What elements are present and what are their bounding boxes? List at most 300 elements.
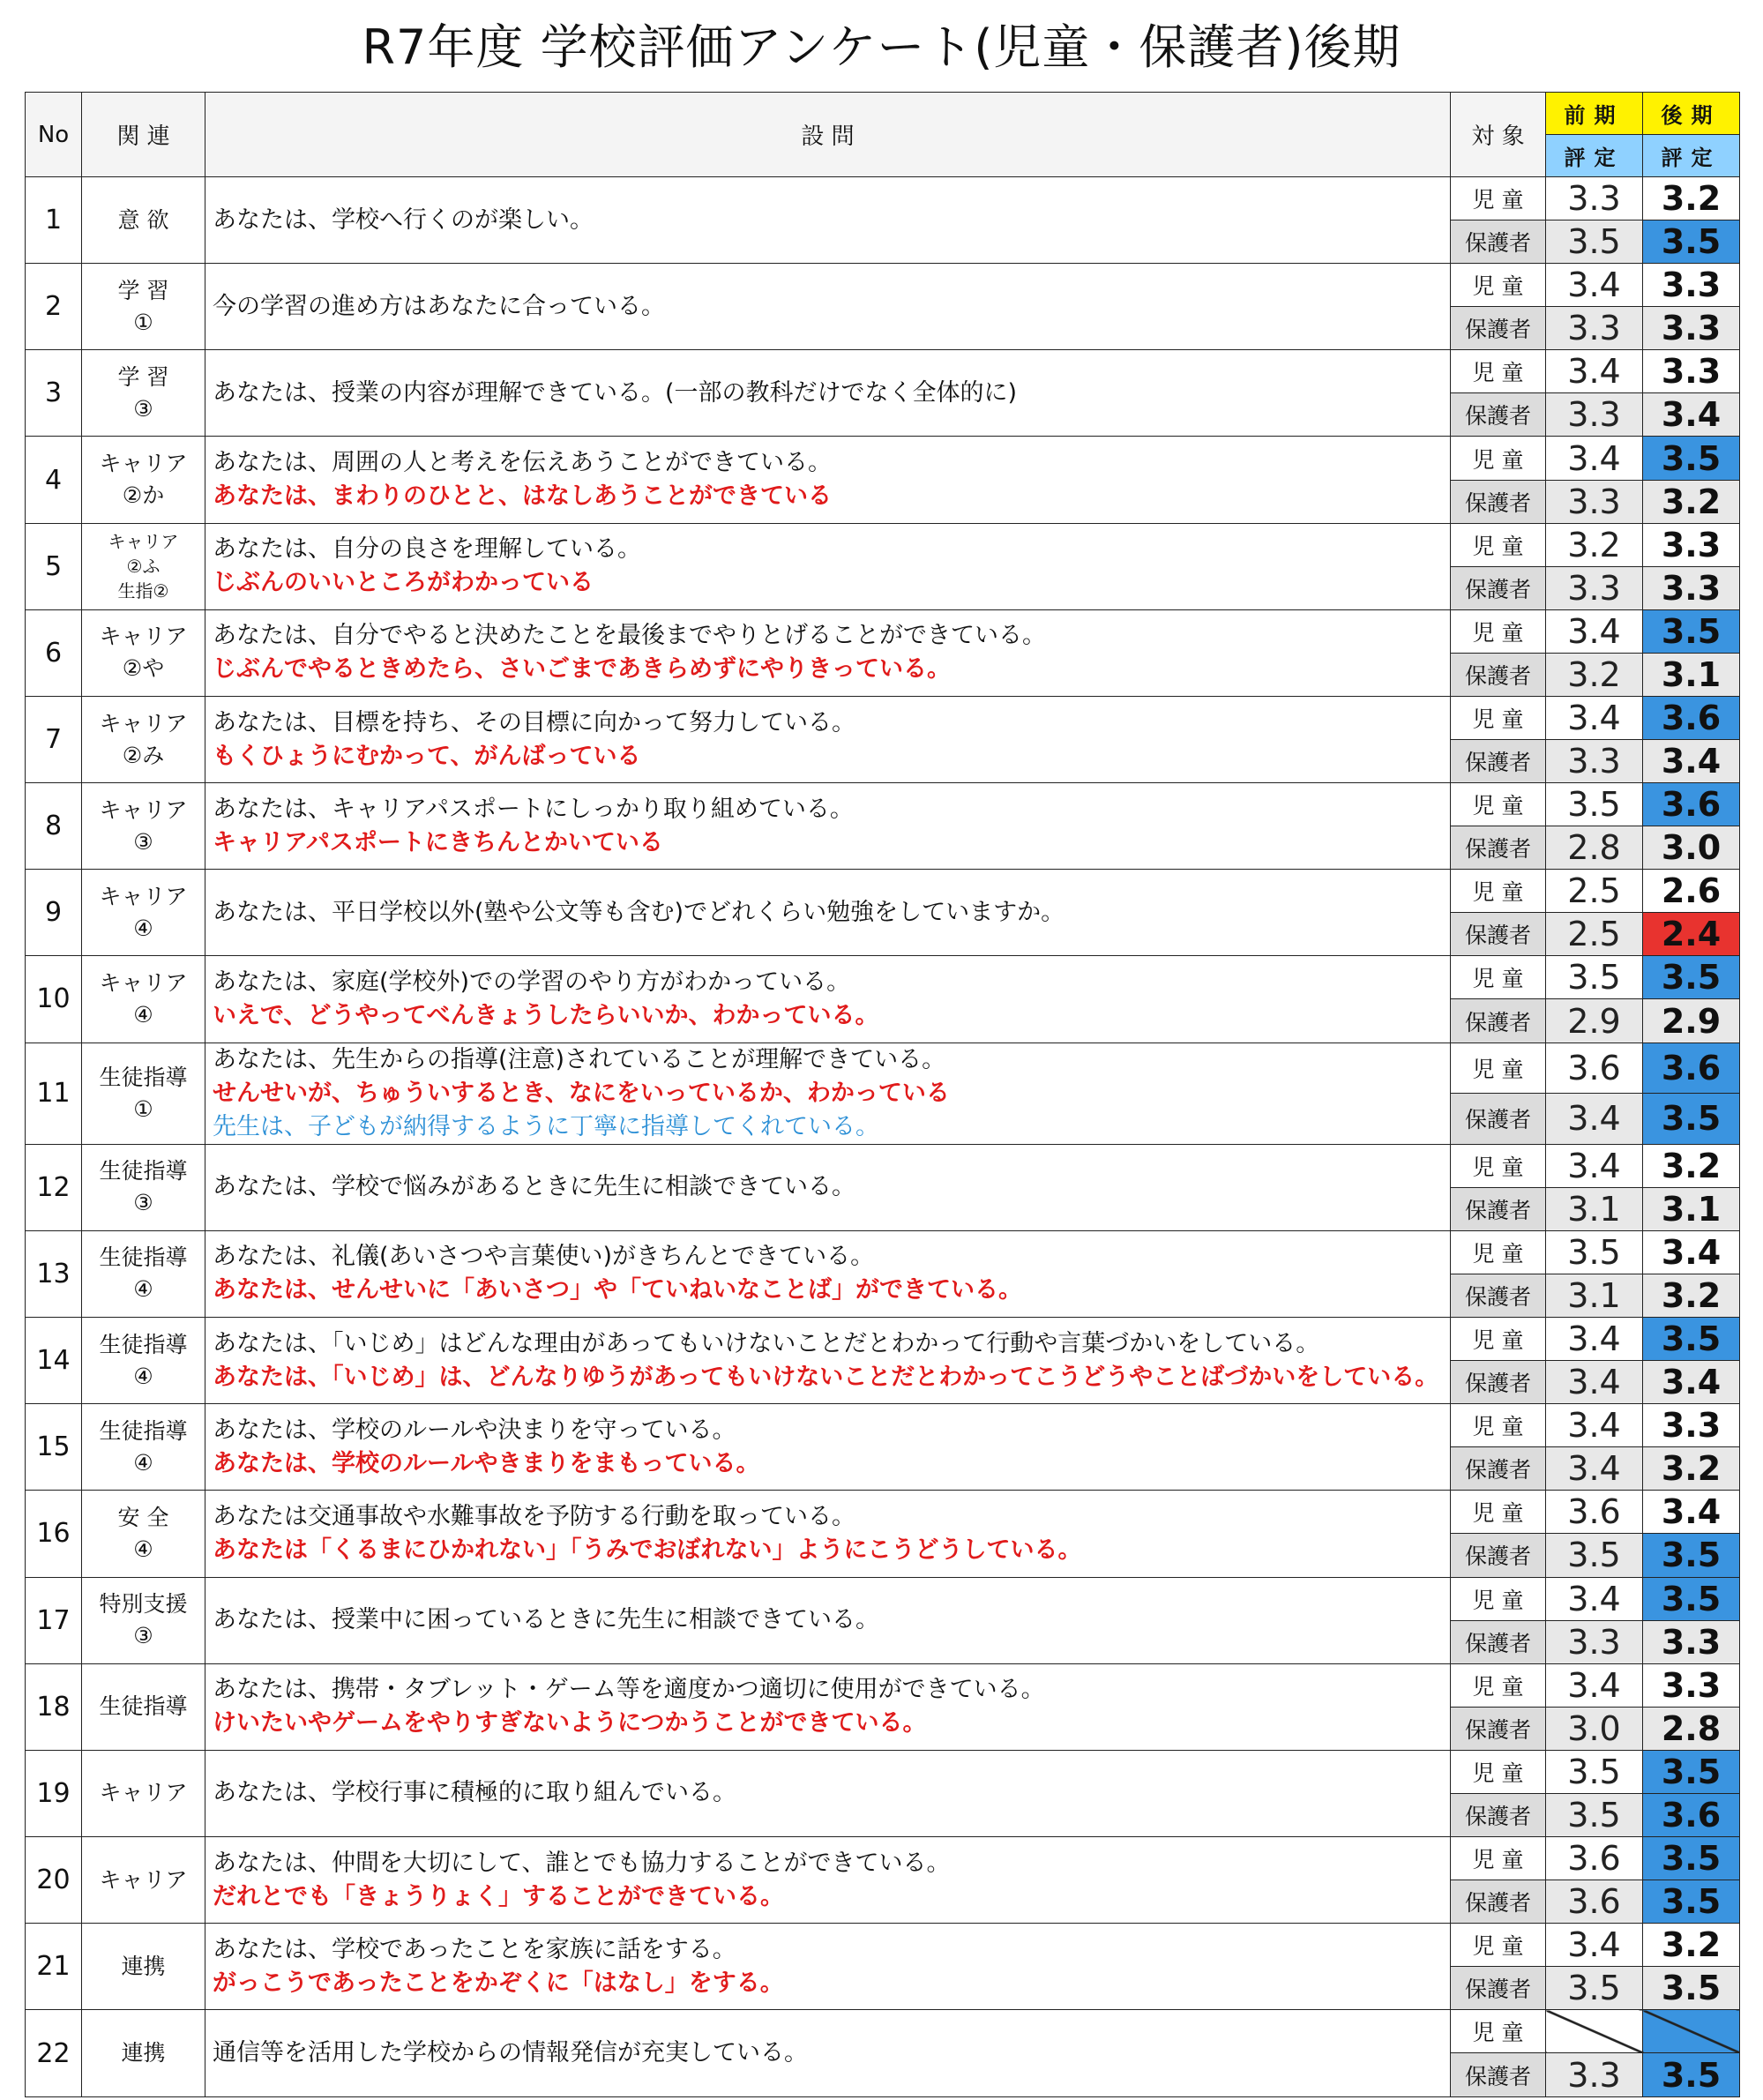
related-line: ④ bbox=[133, 1276, 153, 1303]
target-parent: 保護者 bbox=[1451, 1967, 1546, 2010]
first-half-rating: 3.4 bbox=[1546, 1577, 1643, 1620]
first-half-rating: 3.4 bbox=[1546, 1663, 1643, 1707]
related-line: ③ bbox=[133, 395, 153, 422]
target-parent: 保護者 bbox=[1451, 307, 1546, 350]
row-number: 9 bbox=[26, 870, 82, 956]
target-child: 児 童 bbox=[1451, 177, 1546, 220]
second-half-rating: 3.5 bbox=[1643, 1318, 1740, 1361]
target-parent: 保護者 bbox=[1451, 220, 1546, 264]
related-line: 特別支援 bbox=[99, 1591, 188, 1618]
second-half-rating: 3.3 bbox=[1643, 350, 1740, 393]
header-second-half: 後期 bbox=[1643, 93, 1740, 135]
header-question: 設 問 bbox=[205, 93, 1451, 177]
target-child: 児 童 bbox=[1451, 1491, 1546, 1534]
question-line: あなたは、平日学校以外(塾や公文等も含む)でどれくらい勉強をしていますか。 bbox=[213, 898, 1065, 926]
second-half-rating: 3.3 bbox=[1643, 1404, 1740, 1447]
first-half-rating: 3.1 bbox=[1546, 1187, 1643, 1230]
target-child: 児 童 bbox=[1451, 1144, 1546, 1187]
table-row bbox=[26, 1837, 1740, 1880]
second-half-rating: 3.4 bbox=[1643, 1491, 1740, 1534]
second-half-rating: 3.2 bbox=[1643, 1924, 1740, 1967]
target-child: 児 童 bbox=[1451, 1924, 1546, 1967]
target-parent: 保護者 bbox=[1451, 1707, 1546, 1750]
target-child: 児 童 bbox=[1451, 696, 1546, 739]
question-line: あなたは、授業中に困っているときに先生に相談できている。 bbox=[213, 1606, 879, 1634]
second-half-rating: 3.5 bbox=[1643, 1880, 1740, 1924]
question-text bbox=[205, 1663, 1451, 1750]
table-row bbox=[26, 1230, 1740, 1274]
second-half-rating: 2.6 bbox=[1643, 870, 1740, 913]
related-line: ③ bbox=[133, 1623, 153, 1649]
table-row bbox=[26, 783, 1740, 826]
table-row bbox=[26, 1663, 1740, 1707]
first-half-rating: 3.6 bbox=[1546, 1043, 1643, 1094]
related-category bbox=[82, 1043, 205, 1144]
first-half-rating: 3.3 bbox=[1546, 1620, 1643, 1663]
related-category bbox=[82, 264, 205, 350]
second-half-rating: 3.5 bbox=[1643, 220, 1740, 264]
related-line: 意 欲 bbox=[117, 206, 169, 233]
second-half-rating: 3.3 bbox=[1643, 1620, 1740, 1663]
related-line: 学 習 bbox=[117, 277, 169, 303]
table-row bbox=[26, 1491, 1740, 1534]
table-row bbox=[26, 437, 1740, 480]
target-child: 児 童 bbox=[1451, 1837, 1546, 1880]
related-line: キャリア bbox=[99, 624, 188, 650]
first-half-rating: 3.3 bbox=[1546, 393, 1643, 437]
second-half-rating: 3.5 bbox=[1643, 956, 1740, 999]
related-line: キャリア bbox=[99, 1866, 188, 1893]
question-line-kids: けいたいやゲームをやりすぎないようにつかうことができている。 bbox=[213, 1709, 927, 1738]
second-half-rating: 3.3 bbox=[1643, 307, 1740, 350]
header-related: 関 連 bbox=[82, 93, 205, 177]
question-text bbox=[205, 1043, 1451, 1144]
target-parent: 保護者 bbox=[1451, 1187, 1546, 1230]
first-half-rating: 3.1 bbox=[1546, 1274, 1643, 1317]
question-line-kids: せんせいが、ちゅういするとき、なにをいっているか、わかっている bbox=[213, 1079, 950, 1107]
related-line: キャリア bbox=[99, 796, 188, 823]
question-line: あなたは、仲間を大切にして、誰とでも協力することができている。 bbox=[213, 1849, 951, 1877]
question-line-kids: がっこうであったことをかぞくに「はなし」をする。 bbox=[213, 1969, 784, 1997]
row-number: 8 bbox=[26, 783, 82, 870]
header-target: 対 象 bbox=[1451, 93, 1546, 177]
question-text bbox=[205, 1318, 1451, 1404]
related-line: 連携 bbox=[121, 1953, 166, 1979]
first-half-rating: 3.4 bbox=[1546, 264, 1643, 307]
target-parent: 保護者 bbox=[1451, 1620, 1546, 1663]
question-text bbox=[205, 1750, 1451, 1836]
question-text bbox=[205, 1404, 1451, 1491]
second-half-rating: 3.5 bbox=[1643, 437, 1740, 480]
target-parent: 保護者 bbox=[1451, 566, 1546, 609]
related-line: 生徒指導 bbox=[99, 1244, 188, 1271]
related-line: ① bbox=[133, 309, 153, 335]
related-line: 生指② bbox=[117, 580, 169, 602]
row-number: 21 bbox=[26, 1924, 82, 2010]
question-line: あなたは、目標を持ち、その目標に向かって努力している。 bbox=[213, 708, 855, 736]
table-row bbox=[26, 1043, 1740, 1094]
first-half-rating bbox=[1546, 2010, 1643, 2053]
row-number: 7 bbox=[26, 696, 82, 782]
first-half-rating: 3.4 bbox=[1546, 1404, 1643, 1447]
related-line: ④ bbox=[133, 1001, 153, 1028]
table-row bbox=[26, 609, 1740, 653]
related-line: キャリア bbox=[99, 451, 188, 477]
row-number: 2 bbox=[26, 264, 82, 350]
second-half-rating: 3.6 bbox=[1643, 783, 1740, 826]
target-child: 児 童 bbox=[1451, 1230, 1546, 1274]
related-line: キャリア bbox=[99, 969, 188, 996]
target-child: 児 童 bbox=[1451, 2010, 1546, 2053]
table-row bbox=[26, 350, 1740, 393]
first-half-rating: 3.5 bbox=[1546, 1967, 1643, 2010]
row-number: 11 bbox=[26, 1043, 82, 1144]
second-half-rating: 3.6 bbox=[1643, 1043, 1740, 1094]
first-half-rating: 3.4 bbox=[1546, 1361, 1643, 1404]
question-line: 今の学習の進め方はあなたに合っている。 bbox=[213, 292, 665, 320]
related-category bbox=[82, 609, 205, 696]
related-category bbox=[82, 1837, 205, 1924]
table-row bbox=[26, 1577, 1740, 1620]
related-category bbox=[82, 350, 205, 437]
table-row bbox=[26, 1750, 1740, 1793]
question-line: あなたは、学校であったことを家族に話をする。 bbox=[213, 1935, 736, 1963]
row-number: 1 bbox=[26, 177, 82, 264]
target-child: 児 童 bbox=[1451, 870, 1546, 913]
target-child: 児 童 bbox=[1451, 350, 1546, 393]
related-line: ④ bbox=[133, 1363, 153, 1389]
second-half-rating: 3.2 bbox=[1643, 480, 1740, 523]
related-line: 連携 bbox=[121, 2040, 166, 2066]
target-child: 児 童 bbox=[1451, 1577, 1546, 1620]
related-line: ②や bbox=[122, 655, 165, 682]
question-line: あなたは、携帯・タブレット・ゲーム等を適度かつ適切に使用ができている。 bbox=[213, 1676, 1045, 1704]
question-line-kids: あなたは、学校のルールやきまりをまもっている。 bbox=[213, 1449, 760, 1477]
first-half-rating: 3.4 bbox=[1546, 1924, 1643, 1967]
first-half-rating: 3.5 bbox=[1546, 1750, 1643, 1793]
question-text bbox=[205, 350, 1451, 437]
related-line: 学 習 bbox=[117, 363, 169, 390]
first-half-rating: 3.3 bbox=[1546, 2053, 1643, 2097]
row-number: 22 bbox=[26, 2010, 82, 2097]
second-half-rating: 3.2 bbox=[1643, 1144, 1740, 1187]
target-child: 児 童 bbox=[1451, 1318, 1546, 1361]
second-half-rating: 3.2 bbox=[1643, 1447, 1740, 1491]
table-row bbox=[26, 177, 1740, 220]
related-category bbox=[82, 696, 205, 782]
header-first-rating: 評定 bbox=[1546, 135, 1643, 177]
first-half-rating: 3.3 bbox=[1546, 740, 1643, 783]
related-category bbox=[82, 1663, 205, 1750]
first-half-rating: 3.6 bbox=[1546, 1491, 1643, 1534]
target-parent: 保護者 bbox=[1451, 1447, 1546, 1491]
second-half-rating: 3.3 bbox=[1643, 1663, 1740, 1707]
question-line: あなたは、キャリアパスポートにしっかり取り組めている。 bbox=[213, 795, 854, 823]
related-line: ②ふ bbox=[126, 556, 161, 578]
second-half-rating: 3.5 bbox=[1643, 1534, 1740, 1577]
row-number: 17 bbox=[26, 1577, 82, 1663]
related-category bbox=[82, 1230, 205, 1317]
second-half-rating: 2.9 bbox=[1643, 999, 1740, 1043]
target-parent: 保護者 bbox=[1451, 740, 1546, 783]
related-category bbox=[82, 1924, 205, 2010]
first-half-rating: 3.3 bbox=[1546, 480, 1643, 523]
related-category bbox=[82, 783, 205, 870]
target-parent: 保護者 bbox=[1451, 826, 1546, 870]
first-half-rating: 3.4 bbox=[1546, 1144, 1643, 1187]
target-child: 児 童 bbox=[1451, 609, 1546, 653]
related-category bbox=[82, 870, 205, 956]
survey-table bbox=[25, 92, 1740, 2097]
related-category bbox=[82, 177, 205, 264]
first-half-rating: 2.8 bbox=[1546, 826, 1643, 870]
related-category bbox=[82, 1577, 205, 1663]
second-half-rating: 3.4 bbox=[1643, 740, 1740, 783]
second-half-rating: 3.1 bbox=[1643, 653, 1740, 696]
question-text bbox=[205, 264, 1451, 350]
question-line-kids: いえで、どうやってべんきょうしたらいいか、わかっている。 bbox=[213, 1001, 879, 1029]
second-half-rating: 3.5 bbox=[1643, 609, 1740, 653]
first-half-rating: 3.4 bbox=[1546, 1447, 1643, 1491]
target-parent: 保護者 bbox=[1451, 1094, 1546, 1145]
related-line: ④ bbox=[133, 1536, 153, 1562]
row-number: 4 bbox=[26, 437, 82, 523]
table-row bbox=[26, 1404, 1740, 1447]
question-line: あなたは、学校行事に積極的に取り組んでいる。 bbox=[213, 1779, 736, 1807]
second-half-rating: 3.5 bbox=[1643, 1750, 1740, 1793]
row-number: 20 bbox=[26, 1837, 82, 1924]
target-child: 児 童 bbox=[1451, 437, 1546, 480]
target-parent: 保護者 bbox=[1451, 1880, 1546, 1924]
related-category bbox=[82, 437, 205, 523]
second-half-rating: 3.1 bbox=[1643, 1187, 1740, 1230]
target-parent: 保護者 bbox=[1451, 393, 1546, 437]
related-line: ②み bbox=[122, 742, 165, 768]
row-number: 3 bbox=[26, 350, 82, 437]
first-half-rating: 3.5 bbox=[1546, 956, 1643, 999]
question-line: あなたは、「いじめ」はどんな理由があってもいけないことだとわかって行動や言葉づかいをしている。 bbox=[213, 1329, 1320, 1357]
related-category bbox=[82, 2010, 205, 2097]
question-text bbox=[205, 870, 1451, 956]
first-half-rating: 3.5 bbox=[1546, 1793, 1643, 1836]
related-line: 安 全 bbox=[117, 1504, 169, 1530]
second-half-rating: 3.5 bbox=[1643, 1577, 1740, 1620]
second-half-rating: 3.4 bbox=[1643, 393, 1740, 437]
related-category bbox=[82, 1318, 205, 1404]
second-half-rating: 3.3 bbox=[1643, 264, 1740, 307]
related-line: ① bbox=[133, 1095, 153, 1122]
row-number: 16 bbox=[26, 1491, 82, 1577]
row-number: 19 bbox=[26, 1750, 82, 1836]
target-parent: 保護者 bbox=[1451, 913, 1546, 956]
table-row bbox=[26, 1144, 1740, 1187]
question-line-kids: あなたは、まわりのひとと、はなしあうことができている bbox=[213, 482, 832, 511]
related-category bbox=[82, 1491, 205, 1577]
first-half-rating: 3.5 bbox=[1546, 220, 1643, 264]
second-half-rating: 3.6 bbox=[1643, 696, 1740, 739]
table-row bbox=[26, 870, 1740, 913]
target-parent: 保護者 bbox=[1451, 1793, 1546, 1836]
related-line: キャリア bbox=[99, 1780, 188, 1806]
target-child: 児 童 bbox=[1451, 783, 1546, 826]
target-child: 児 童 bbox=[1451, 956, 1546, 999]
second-half-rating: 3.6 bbox=[1643, 1793, 1740, 1836]
table-row bbox=[26, 696, 1740, 739]
first-half-rating: 3.5 bbox=[1546, 1534, 1643, 1577]
first-half-rating: 3.4 bbox=[1546, 696, 1643, 739]
question-line-kids: だれとでも「きょうりょく」することができている。 bbox=[213, 1882, 784, 1910]
target-parent: 保護者 bbox=[1451, 653, 1546, 696]
header-first-half: 前期 bbox=[1546, 93, 1643, 135]
first-half-rating: 3.3 bbox=[1546, 177, 1643, 220]
question-line: あなたは、家庭(学校外)での学習のやり方がわかっている。 bbox=[213, 968, 851, 996]
related-category bbox=[82, 1144, 205, 1230]
target-child: 児 童 bbox=[1451, 1663, 1546, 1707]
table-row bbox=[26, 264, 1740, 307]
first-half-rating: 3.4 bbox=[1546, 1094, 1643, 1145]
related-line: ④ bbox=[133, 1449, 153, 1476]
second-half-rating: 3.5 bbox=[1643, 1967, 1740, 2010]
first-half-rating: 2.5 bbox=[1546, 913, 1643, 956]
question-line: あなたは、学校へ行くのが楽しい。 bbox=[213, 206, 594, 234]
question-text bbox=[205, 1924, 1451, 2010]
header-no: No bbox=[26, 93, 82, 177]
target-parent: 保護者 bbox=[1451, 1534, 1546, 1577]
target-parent: 保護者 bbox=[1451, 2053, 1546, 2097]
second-half-rating: 2.4 bbox=[1643, 913, 1740, 956]
table-row bbox=[26, 956, 1740, 999]
question-line: あなたは、周囲の人と考えを伝えあうことができている。 bbox=[213, 449, 832, 477]
first-half-rating: 3.4 bbox=[1546, 350, 1643, 393]
related-line: 生徒指導 bbox=[99, 1158, 188, 1185]
related-category bbox=[82, 523, 205, 609]
question-text bbox=[205, 2010, 1451, 2097]
table-row bbox=[26, 2010, 1740, 2053]
target-parent: 保護者 bbox=[1451, 1361, 1546, 1404]
first-half-rating: 3.2 bbox=[1546, 653, 1643, 696]
first-half-rating: 3.4 bbox=[1546, 1318, 1643, 1361]
question-line-kids: もくひょうにむかって、がんばっている bbox=[213, 742, 641, 770]
second-half-rating: 3.4 bbox=[1643, 1361, 1740, 1404]
second-half-rating bbox=[1643, 2010, 1740, 2053]
question-line: あなたは、学校のルールや決まりを守っている。 bbox=[213, 1416, 736, 1444]
question-text bbox=[205, 1230, 1451, 1317]
question-line-kids: キャリアパスポートにきちんとかいている bbox=[213, 828, 663, 856]
question-line: あなたは交通事故や水難事故を予防する行動を取っている。 bbox=[213, 1502, 855, 1530]
related-line: ③ bbox=[133, 1190, 153, 1216]
question-text bbox=[205, 783, 1451, 870]
row-number: 12 bbox=[26, 1144, 82, 1230]
row-number: 18 bbox=[26, 1663, 82, 1750]
target-child: 児 童 bbox=[1451, 1043, 1546, 1094]
table-row bbox=[26, 1924, 1740, 1967]
row-number: 6 bbox=[26, 609, 82, 696]
second-half-rating: 3.2 bbox=[1643, 1274, 1740, 1317]
second-half-rating: 3.5 bbox=[1643, 2053, 1740, 2097]
second-half-rating: 2.8 bbox=[1643, 1707, 1740, 1750]
question-text bbox=[205, 1837, 1451, 1924]
first-half-rating: 3.5 bbox=[1546, 783, 1643, 826]
related-line: ②か bbox=[122, 482, 165, 509]
second-half-rating: 3.3 bbox=[1643, 566, 1740, 609]
second-half-rating: 3.4 bbox=[1643, 1230, 1740, 1274]
first-half-rating: 2.5 bbox=[1546, 870, 1643, 913]
related-category bbox=[82, 1750, 205, 1836]
target-child: 児 童 bbox=[1451, 1404, 1546, 1447]
question-text bbox=[205, 177, 1451, 264]
target-child: 児 童 bbox=[1451, 1750, 1546, 1793]
question-line: あなたは、先生からの指導(注意)されていることが理解できている。 bbox=[213, 1045, 946, 1073]
target-parent: 保護者 bbox=[1451, 1274, 1546, 1317]
first-half-rating: 3.4 bbox=[1546, 437, 1643, 480]
question-text bbox=[205, 609, 1451, 696]
related-line: キャリア bbox=[99, 883, 188, 909]
table-row bbox=[26, 1318, 1740, 1361]
target-child: 児 童 bbox=[1451, 523, 1546, 566]
first-half-rating: 3.6 bbox=[1546, 1880, 1643, 1924]
related-line: キャリア bbox=[108, 531, 179, 553]
row-number: 5 bbox=[26, 523, 82, 609]
related-line: 生徒指導 bbox=[99, 1693, 188, 1720]
related-category bbox=[82, 1404, 205, 1491]
second-half-rating: 3.3 bbox=[1643, 523, 1740, 566]
row-number: 15 bbox=[26, 1404, 82, 1491]
first-half-rating: 3.3 bbox=[1546, 307, 1643, 350]
row-number: 10 bbox=[26, 956, 82, 1043]
first-half-rating: 3.5 bbox=[1546, 1230, 1643, 1274]
second-half-rating: 3.2 bbox=[1643, 177, 1740, 220]
question-line: あなたは、自分でやると決めたことを最後までやりとげることができている。 bbox=[213, 622, 1046, 650]
row-number: 14 bbox=[26, 1318, 82, 1404]
question-line: あなたは、自分の良さを理解している。 bbox=[213, 535, 641, 564]
target-parent: 保護者 bbox=[1451, 999, 1546, 1043]
question-text bbox=[205, 956, 1451, 1043]
related-category bbox=[82, 956, 205, 1043]
first-half-rating: 3.3 bbox=[1546, 566, 1643, 609]
question-text bbox=[205, 523, 1451, 609]
related-line: ④ bbox=[133, 915, 153, 941]
question-line-kids: あなたは、せんせいに「あいさつ」や「ていねいなことば」ができている。 bbox=[213, 1276, 1022, 1304]
question-text bbox=[205, 696, 1451, 782]
first-half-rating: 3.0 bbox=[1546, 1707, 1643, 1750]
row-number: 13 bbox=[26, 1230, 82, 1317]
question-line-kids: じぶんでやるときめたら、さいごまであきらめずにやりきっている。 bbox=[213, 655, 951, 684]
header-second-rating: 評定 bbox=[1643, 135, 1740, 177]
question-text bbox=[205, 1577, 1451, 1663]
table-row bbox=[26, 523, 1740, 566]
second-half-rating: 3.5 bbox=[1643, 1837, 1740, 1880]
question-text bbox=[205, 437, 1451, 523]
second-half-rating: 3.0 bbox=[1643, 826, 1740, 870]
question-text bbox=[205, 1491, 1451, 1577]
question-line: あなたは、礼儀(あいさつや言葉使い)がきちんとできている。 bbox=[213, 1243, 875, 1271]
question-text bbox=[205, 1144, 1451, 1230]
target-parent: 保護者 bbox=[1451, 480, 1546, 523]
target-child: 児 童 bbox=[1451, 264, 1546, 307]
related-line: 生徒指導 bbox=[99, 1331, 188, 1357]
question-line-parent: 先生は、子どもが納得するように丁寧に指導してくれている。 bbox=[213, 1112, 879, 1140]
question-line: 通信等を活用した学校からの情報発信が充実している。 bbox=[213, 2039, 808, 2067]
question-line-kids: あなたは「くるまにひかれない」「うみでおぼれない」ようにこうどうしている。 bbox=[213, 1536, 1082, 1564]
page-title: R7年度 学校評価アンケート(児童・保護者)後期 bbox=[362, 19, 1401, 75]
question-line-kids: じぶんのいいところがわかっている bbox=[213, 569, 594, 597]
first-half-rating: 3.6 bbox=[1546, 1837, 1643, 1880]
related-line: キャリア bbox=[99, 710, 188, 736]
first-half-rating: 3.4 bbox=[1546, 609, 1643, 653]
question-line-kids: あなたは、「いじめ」は、どんなりゆうがあってもいけないことだとわかってこうどうやことばづかいをしている。 bbox=[213, 1363, 1439, 1391]
question-line: あなたは、授業の内容が理解できている。(一部の教科だけでなく全体的に) bbox=[213, 378, 1018, 407]
related-line: ③ bbox=[133, 828, 153, 855]
